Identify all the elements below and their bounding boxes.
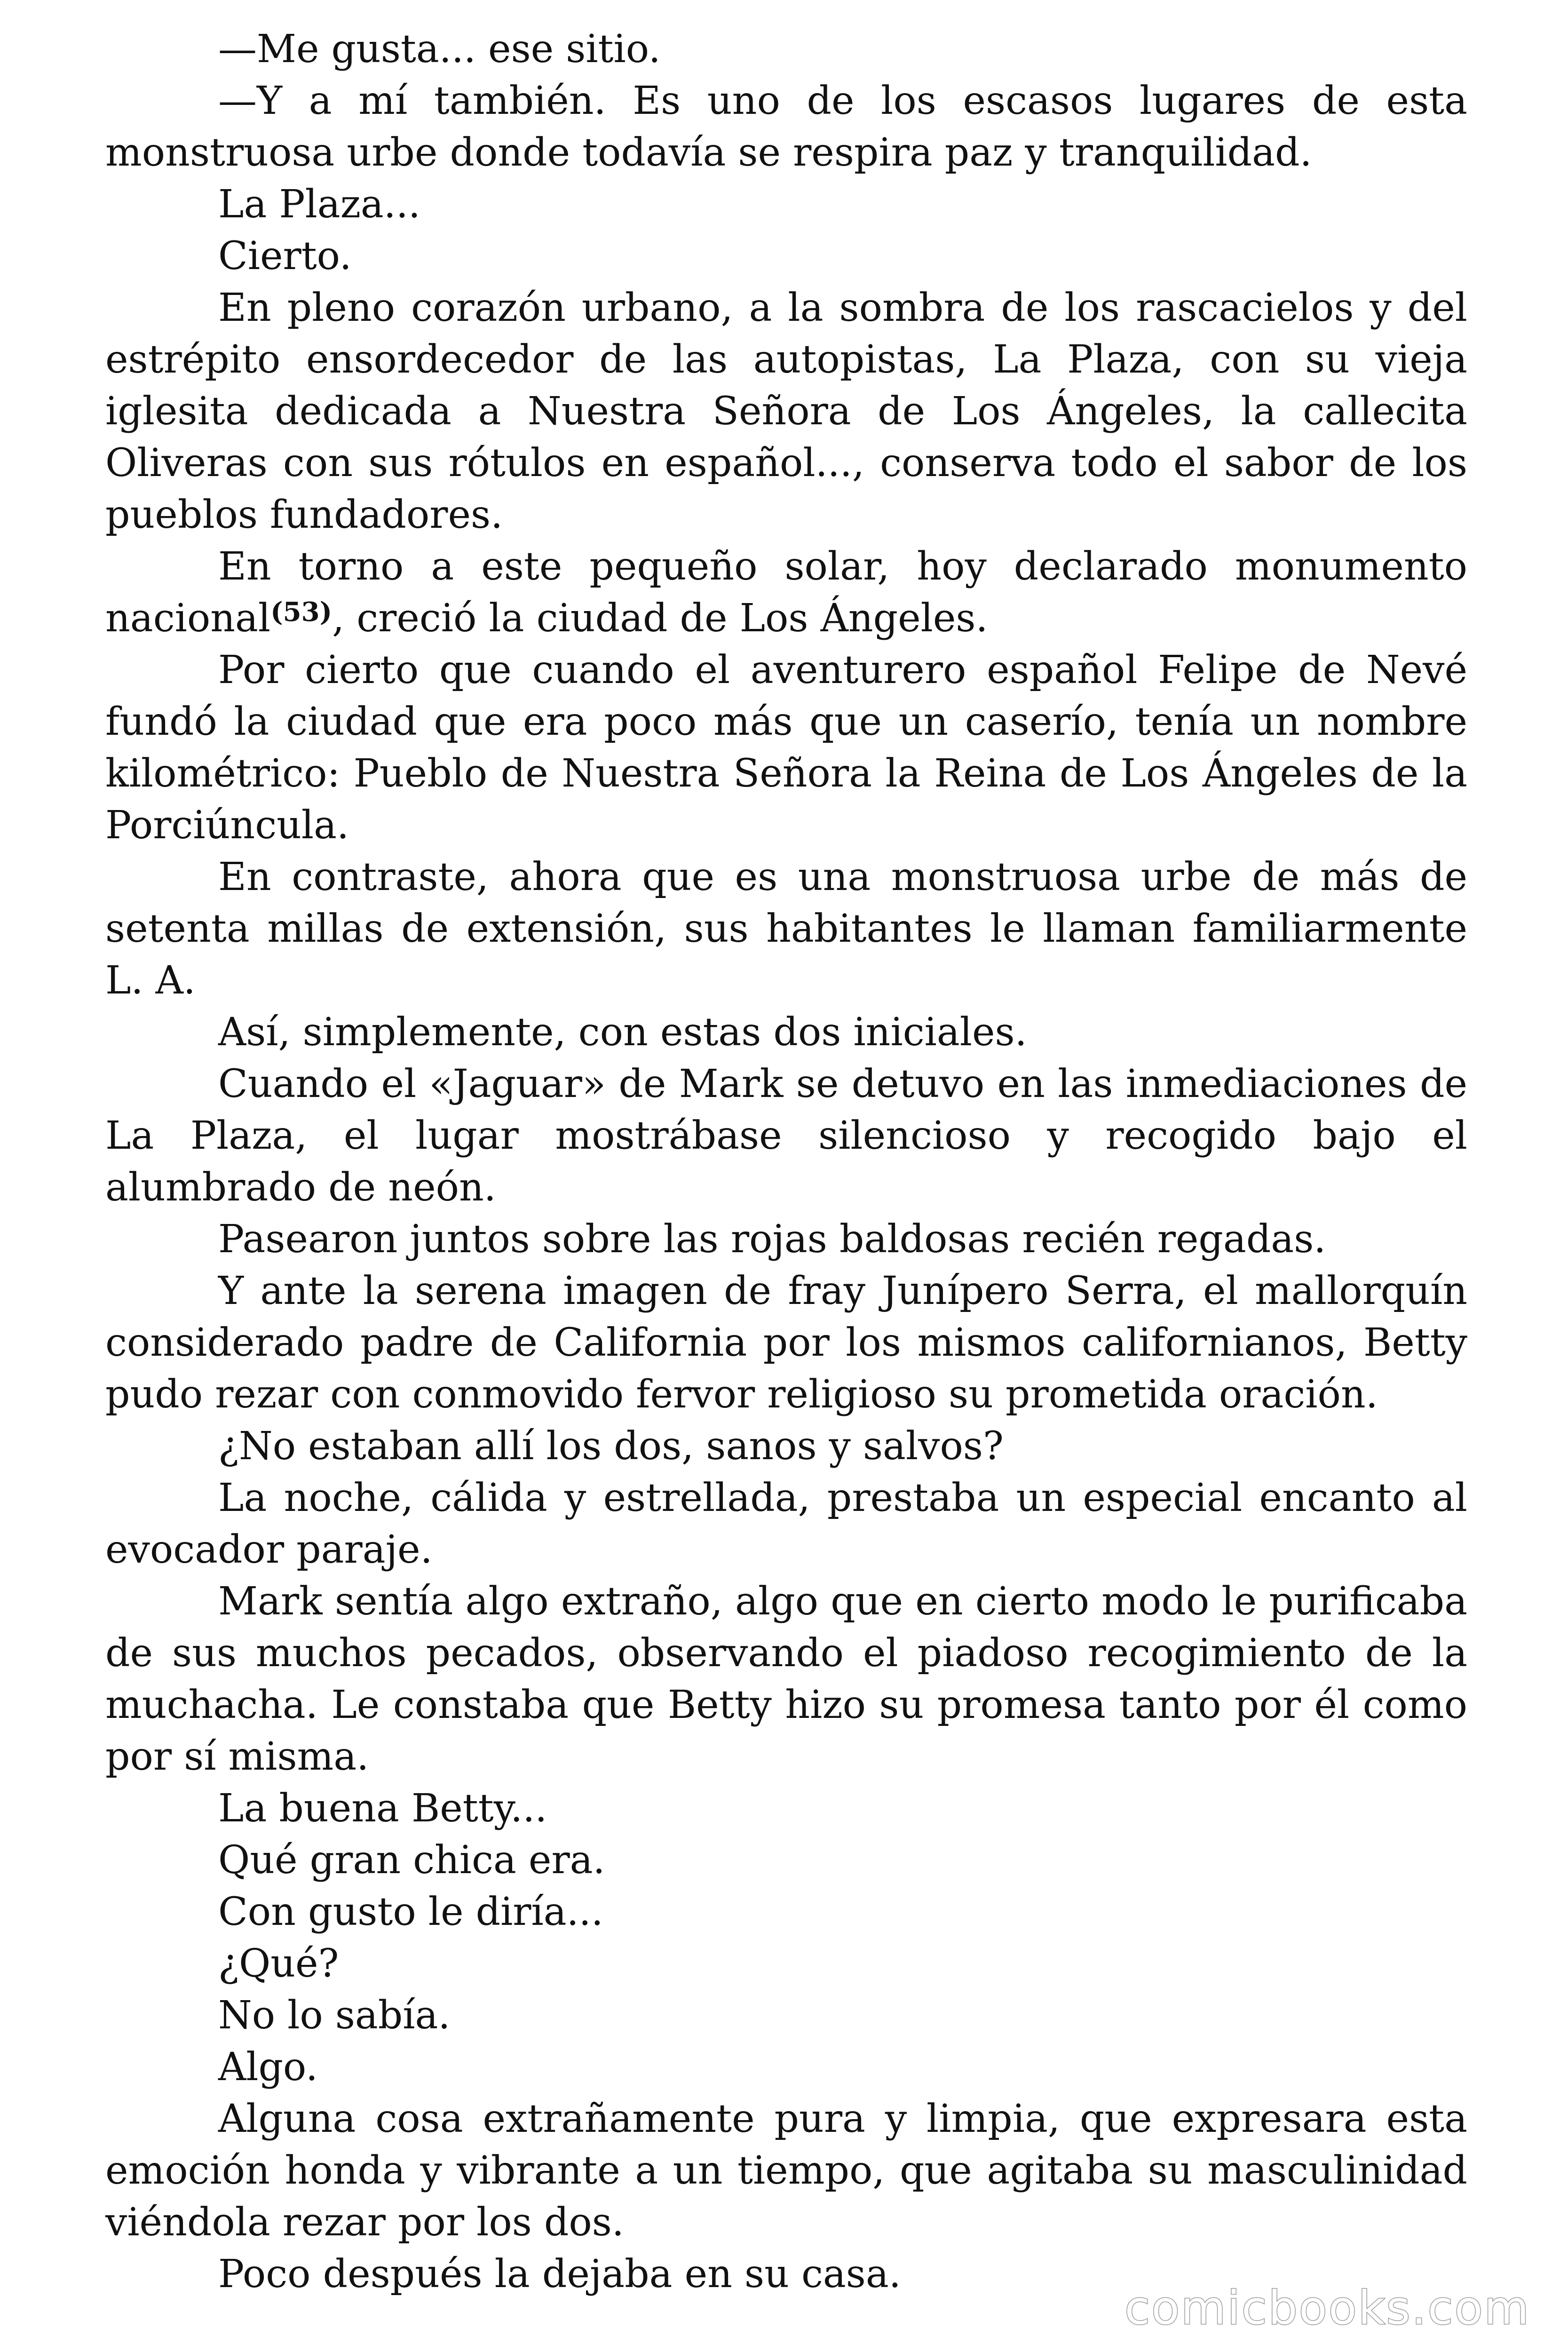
paragraph: Y ante la serena imagen de fray Junípero Serra, el mallorquín considerado padre de California por los mismos californianos, Betty pudo rezar con conmovido fervor religioso su prometida oración. (105, 1269, 1467, 1417)
paragraph: Cierto. (218, 234, 352, 278)
paragraph: Algo. (218, 2045, 318, 2090)
paragraph: En contraste, ahora que es una monstruosa urbe de más de setenta millas de extensión, sus habitantes le llaman familiarmente L. A. (105, 855, 1467, 1003)
paragraph: Cuando el «Jaguar» de Mark se detuvo en las inmediaciones de La Plaza, el lugar mostrábase silencioso y recogido bajo el alumbrado de neón. (105, 1062, 1467, 1210)
paragraph: Poco después la dejaba en su casa. (218, 2252, 901, 2296)
paragraph: Mark sentía algo extraño, algo que en cierto modo le purificaba de sus muchos pecados, observando el piadoso recogimiento de la muchacha. Le constaba que Betty hizo su promesa tanto por él como por sí misma. (105, 1579, 1467, 1779)
paragraph: Con gusto le diría... (218, 1890, 603, 1934)
paragraph: Pasearon juntos sobre las rojas baldosas recién regadas. (218, 1217, 1326, 1262)
paragraph: ¿Qué? (218, 1941, 339, 1986)
paragraph: ¿No estaban allí los dos, sanos y salvos? (218, 1424, 1004, 1469)
paragraph: La buena Betty... (218, 1786, 547, 1831)
watermark-text: comicbooks.com (1125, 2281, 1530, 2335)
paragraph: Por cierto que cuando el aventurero español Felipe de Nevé fundó la ciudad que era poco más que un caserío, tenía un nombre kilométrico: Pueblo de Nuestra Señora la Reina de Los Ángeles de la Porciúncula. (105, 648, 1467, 848)
paragraph-text: , creció la ciudad de Los Ángeles. (332, 596, 988, 641)
footnote-reference[interactable]: (53) (270, 596, 333, 628)
paragraph-text: En torno a este pequeño solar, hoy declarado monumento nacional (105, 544, 1467, 641)
paragraph: Qué gran chica era. (218, 1838, 605, 1883)
paragraph: En pleno corazón urbano, a la sombra de los rascacielos y del estrépito ensordecedor de las autopistas, La Plaza, con su vieja iglesita dedicada a Nuestra Señora de Los Ángeles, la callecita Oliveras con sus rótulos en español..., conserva todo el sabor de los pueblos fundadores. (105, 286, 1467, 537)
paragraph: No lo sabía. (218, 1993, 451, 2038)
paragraph: Así, simplemente, con estas dos iniciales. (218, 1010, 1027, 1055)
document-page (105, 24, 1467, 2300)
paragraph: Alguna cosa extrañamente pura y limpia, que expresara esta emoción honda y vibrante a un tiempo, que agitaba su masculinidad viéndola rezar por los dos. (105, 2097, 1467, 2245)
paragraph-with-footnote (105, 541, 1467, 644)
paragraph: —Me gusta... ese sitio. (218, 27, 661, 72)
paragraph: —Y a mí también. Es uno de los escasos lugares de esta monstruosa urbe donde todavía se respira paz y tranquilidad. (105, 79, 1467, 175)
paragraph: La noche, cálida y estrellada, prestaba un especial encanto al evocador paraje. (105, 1476, 1467, 1572)
paragraph: La Plaza... (218, 182, 420, 227)
